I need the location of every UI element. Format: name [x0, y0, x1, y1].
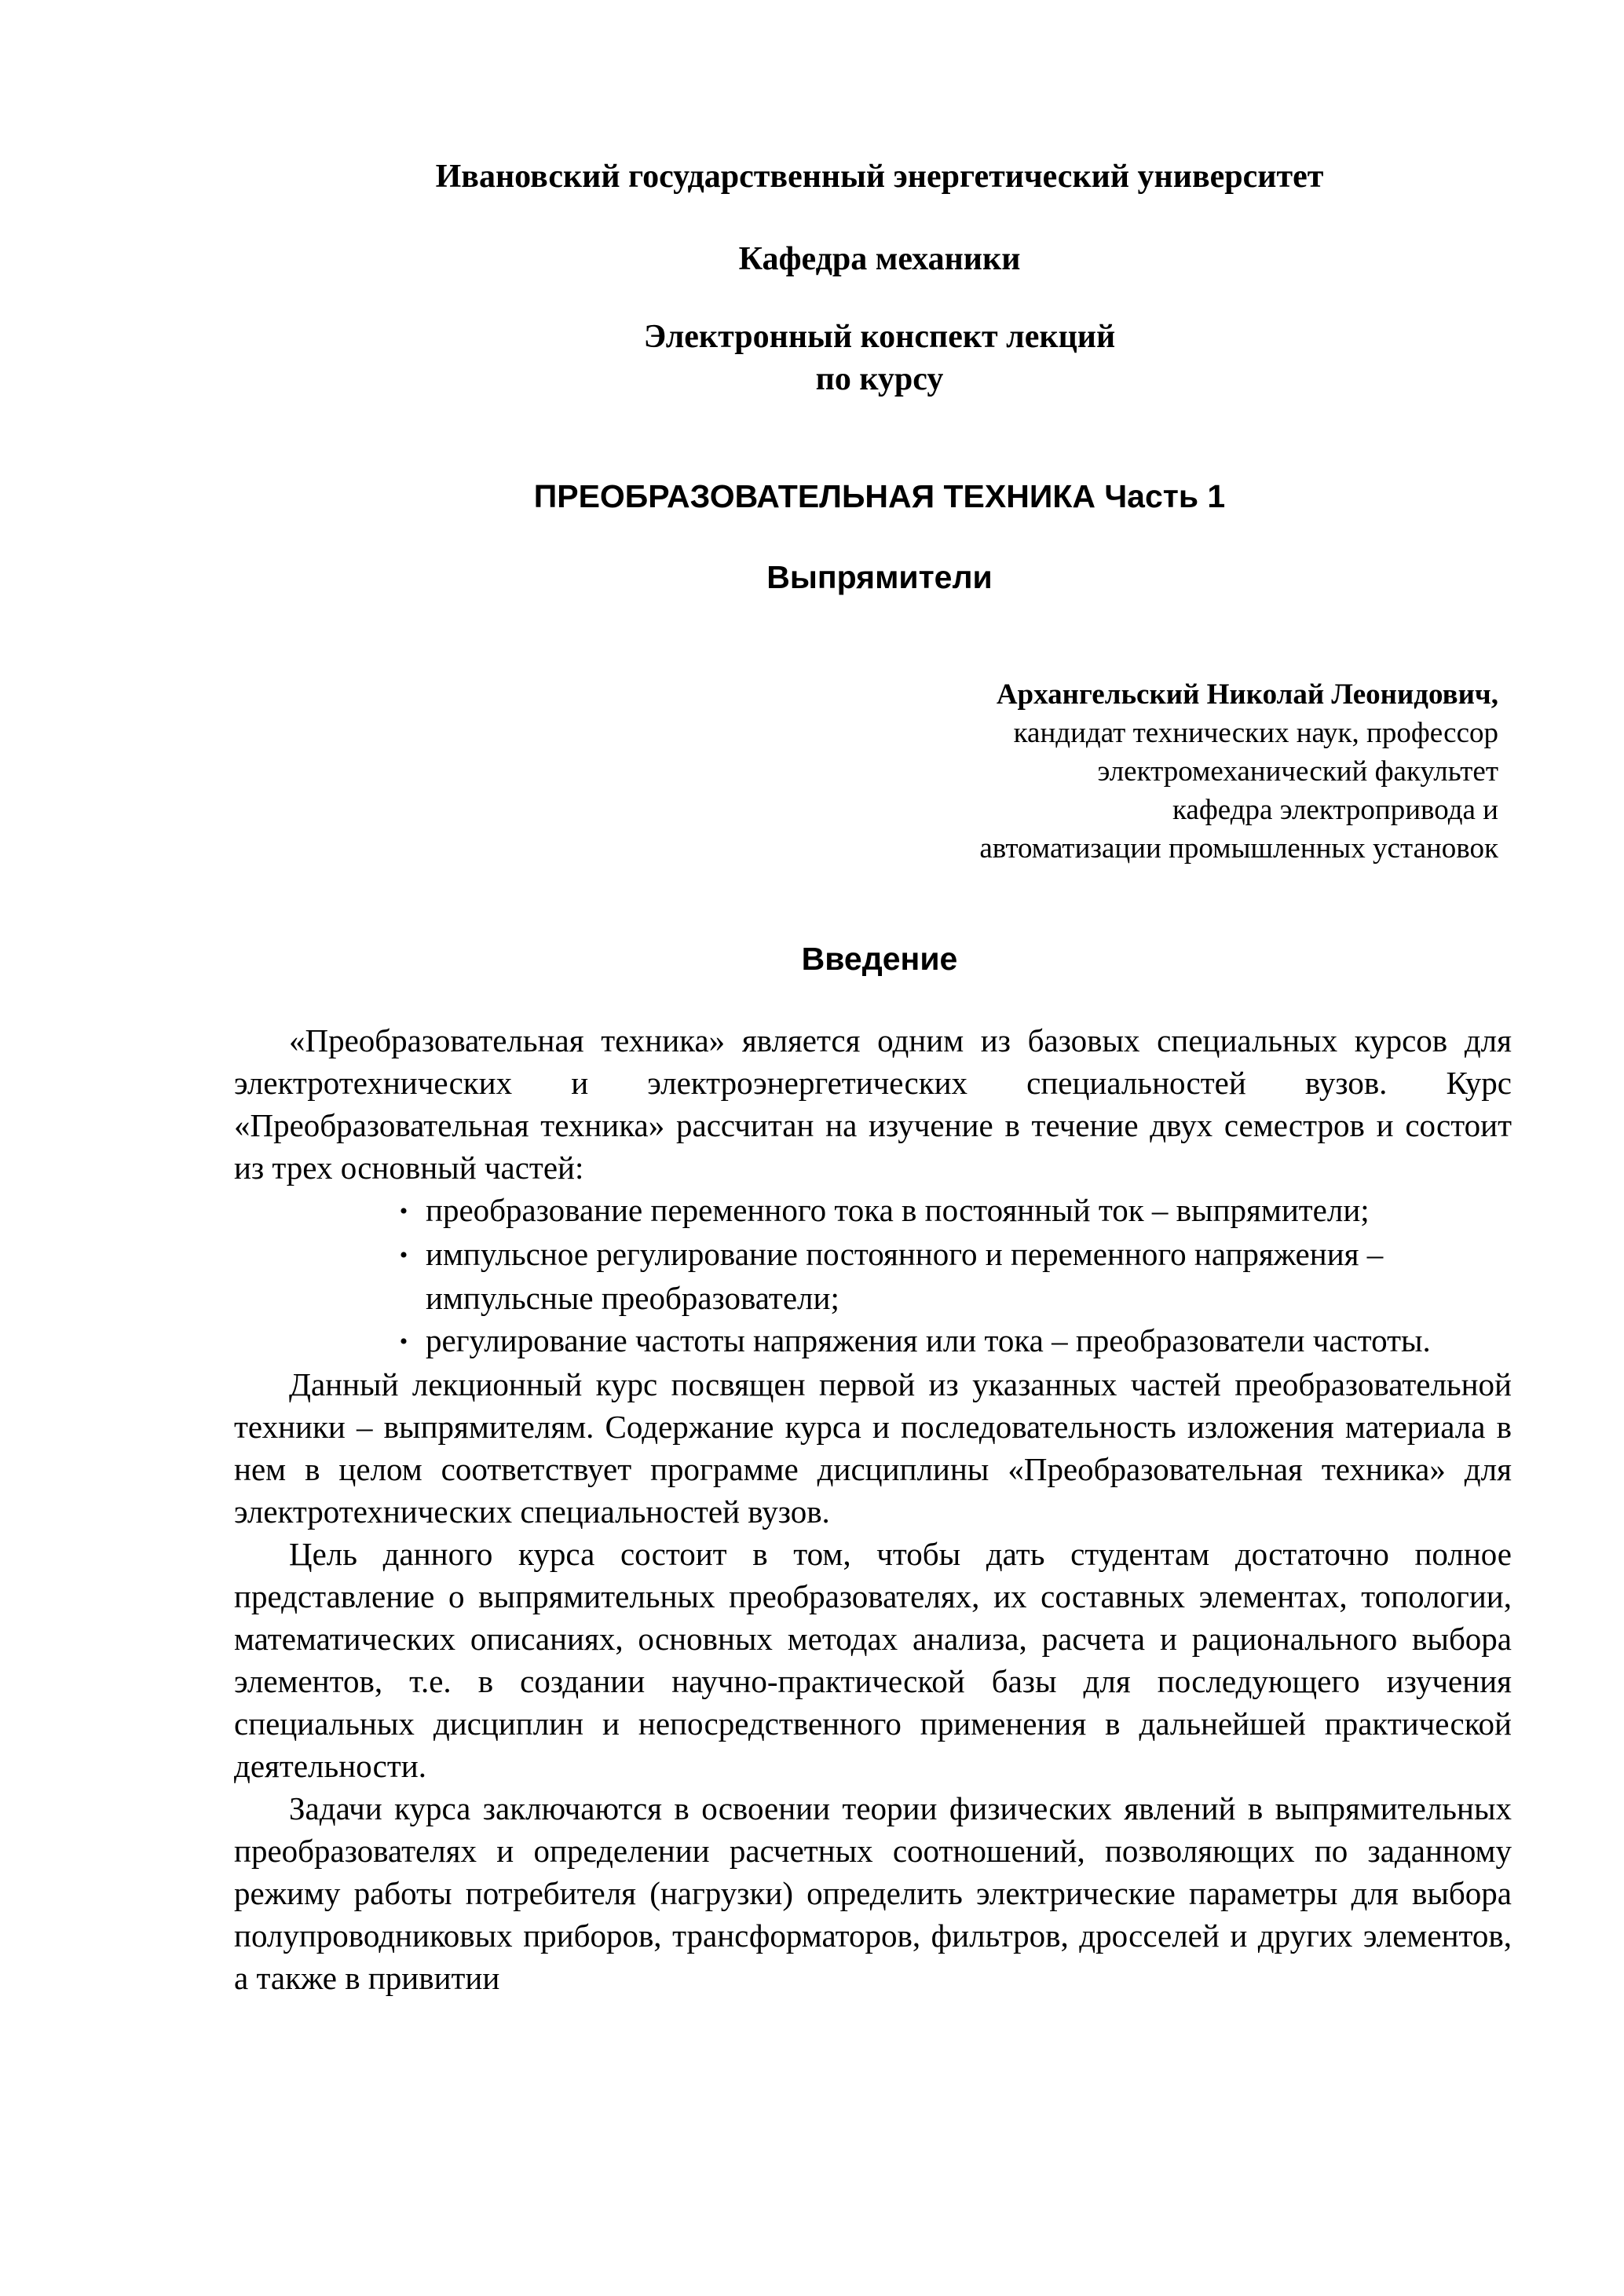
body-paragraph: Задачи курса заключаются в освоении теории физических явлений в выпрямительных преобразователях и определении расчетных соотношений, позволяющих по заданному режиму работы потребителя (нагрузки) определить электрические параметры для выбора полупроводниковых приборов, трансформаторов, фильтров, дросселей и других элементов, а также в привитии: [234, 1790, 1512, 1996]
list-item: • преобразование переменного тока в постоянный ток – выпрямители;: [330, 1189, 1512, 1233]
section-heading: Введение: [801, 941, 958, 977]
author-faculty: электромеханический факультет: [1097, 755, 1498, 788]
author-chair: кафедра электропривода и: [1172, 794, 1498, 826]
bullet-icon: •: [399, 1329, 408, 1355]
document-type: Электронный конспект лекций: [643, 319, 1116, 355]
course-title: ПРЕОБРАЗОВАТЕЛЬНАЯ ТЕХНИКА Часть 1: [533, 478, 1226, 514]
intro-paragraph: «Преобразовательная техника» является одним из базовых специальных курсов для электротехнических и электроэнергетических специальностей вузов. Курс «Преобразовательная техника» рассчитан на изучение в течение двух семестров и состоит из трех основный частей:: [234, 1022, 1512, 1186]
course-subtitle: Выпрямители: [766, 559, 993, 595]
bullet-icon: •: [399, 1198, 408, 1224]
list-item: • импульсное регулирование постоянного и переменного напряжения – импульсные преобразователи;: [330, 1233, 1512, 1319]
author-name: Архангельский Николай Леонидович,: [996, 678, 1498, 711]
author-degree: кандидат технических наук, профессор: [1013, 717, 1498, 749]
author-chair-continued: автоматизации промышленных установок: [979, 832, 1498, 865]
list-item: • регулирование частоты напряжения или тока – преобразователи частоты.: [330, 1319, 1512, 1363]
author-block: [713, 675, 1498, 868]
body-paragraph: Данный лекционный курс посвящен первой из указанных частей преобразовательной техники – выпрямителям. Содержание курса и последовательность изложения материала в нем в целом соответствует программе дисциплины «Преобразовательная техника» для электротехнических специальностей вузов.: [234, 1366, 1512, 1530]
body-paragraph: Цель данного курса состоит в том, чтобы дать студентам достаточно полное представление о выпрямительных преобразователях, их составных элементах, топологии, математических описаниях, основных методах анализа, расчета и рационального выбора элементов, т.е. в создании научно-практической базы для последующего изучения специальных дисциплин и непосредственного применения в дальнейшей практической деятельности.: [234, 1536, 1512, 1784]
department-name: Кафедра механики: [738, 241, 1021, 277]
university-name: Ивановский государственный энергетический университет: [435, 159, 1324, 195]
bullet-icon: •: [399, 1242, 408, 1268]
parts-list: [234, 1189, 1512, 1363]
document-type-course: по курсу: [815, 361, 944, 397]
section-body: [234, 1019, 1512, 1999]
